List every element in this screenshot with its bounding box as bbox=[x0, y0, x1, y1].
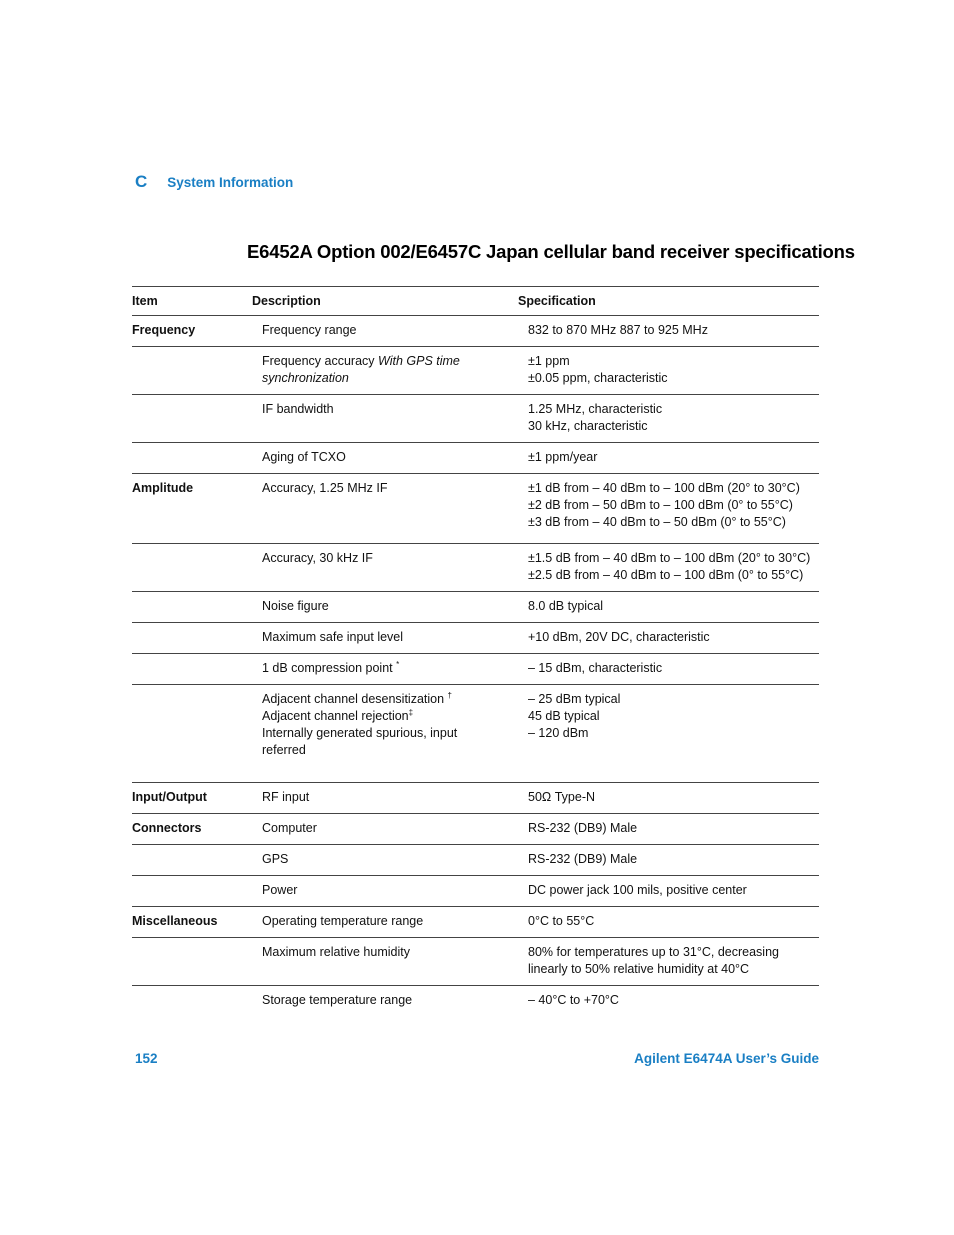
row-description: Frequency accuracy With GPS time synchronization bbox=[262, 354, 460, 385]
page-title: E6452A Option 002/E6457C Japan cellular band receiver specifications bbox=[247, 241, 855, 262]
row-specification: 0°C to 55°C bbox=[528, 914, 595, 928]
row-item bbox=[132, 592, 252, 623]
row-item bbox=[132, 654, 252, 685]
chapter-title: System Information bbox=[167, 175, 294, 190]
row-specification: RS-232 (DB9) Male bbox=[528, 821, 638, 835]
row-item: Connectors bbox=[132, 821, 202, 835]
row-specification: ±1 ppm ±0.05 ppm, characteristic bbox=[528, 354, 668, 385]
row-item bbox=[132, 845, 252, 876]
table-row bbox=[132, 685, 819, 783]
row-specification: 80% for temperatures up to 31°C, decreasing linearly to 50% relative humidity at 40°C bbox=[528, 945, 779, 976]
table-row bbox=[132, 783, 819, 814]
row-description: Operating temperature range bbox=[262, 914, 424, 928]
row-specification: DC power jack 100 mils, positive center bbox=[528, 883, 747, 897]
table-header-row bbox=[132, 287, 819, 316]
row-description: Maximum relative humidity bbox=[262, 945, 410, 959]
row-description: Accuracy, 30 kHz IF bbox=[262, 551, 373, 565]
row-item bbox=[132, 544, 252, 592]
row-specification: ±1 dB from – 40 dBm to – 100 dBm (20° to 30°C) ±2 dB from – 50 dBm to – 100 dBm (0° to 55°C) ±3 dB from – 40 dBm to – 50 dBm (0° to 55°C) bbox=[528, 481, 800, 529]
table-row bbox=[132, 347, 819, 395]
row-specification: 50Ω Type-N bbox=[528, 790, 596, 804]
footnote-marker: * bbox=[396, 660, 400, 669]
row-item bbox=[132, 623, 252, 654]
row-description: Accuracy, 1.25 MHz IF bbox=[262, 481, 388, 495]
row-description: RF input bbox=[262, 790, 310, 804]
row-specification: 1.25 MHz, characteristic 30 kHz, characteristic bbox=[528, 402, 663, 433]
row-description: Power bbox=[262, 883, 298, 897]
row-item bbox=[132, 876, 252, 907]
table-row bbox=[132, 544, 819, 592]
table-row bbox=[132, 876, 819, 907]
spec-table bbox=[132, 286, 819, 1016]
row-description: Aging of TCXO bbox=[262, 450, 346, 464]
row-description: Storage temperature range bbox=[262, 993, 413, 1007]
row-item: Frequency bbox=[132, 323, 196, 337]
table-row bbox=[132, 814, 819, 845]
row-item bbox=[132, 395, 252, 443]
header-item: Item bbox=[132, 294, 158, 308]
row-item bbox=[132, 685, 252, 783]
row-item bbox=[132, 443, 252, 474]
table-row bbox=[132, 316, 819, 347]
table-row bbox=[132, 474, 819, 544]
table-row bbox=[132, 654, 819, 685]
table-row bbox=[132, 907, 819, 938]
row-specification: 832 to 870 MHz 887 to 925 MHz bbox=[528, 323, 708, 337]
header-specification: Specification bbox=[518, 294, 596, 308]
row-item: Miscellaneous bbox=[132, 914, 218, 928]
row-item bbox=[132, 986, 252, 1017]
table-row bbox=[132, 938, 819, 986]
guide-title: Agilent E6474A User’s Guide bbox=[634, 1051, 819, 1066]
row-specification: – 40°C to +70°C bbox=[528, 993, 619, 1007]
row-specification: ±1 ppm/year bbox=[528, 450, 598, 464]
header-description: Description bbox=[252, 294, 321, 308]
row-specification: +10 dBm, 20V DC, characteristic bbox=[528, 630, 710, 644]
description-qualifier: With GPS time synchronization bbox=[262, 354, 460, 385]
row-description: 1 dB compression point * bbox=[262, 660, 400, 675]
row-specification: – 15 dBm, characteristic bbox=[528, 661, 663, 675]
row-description: GPS bbox=[262, 852, 289, 866]
row-description: Maximum safe input level bbox=[262, 630, 404, 644]
row-item bbox=[132, 938, 252, 986]
table-row bbox=[132, 623, 819, 654]
row-description: Noise figure bbox=[262, 599, 329, 613]
row-item bbox=[132, 347, 252, 395]
row-description: IF bandwidth bbox=[262, 402, 334, 416]
row-specification: ±1.5 dB from – 40 dBm to – 100 dBm (20° to 30°C) ±2.5 dB from – 40 dBm to – 100 dBm (0° to 55°C) bbox=[528, 551, 811, 582]
row-description: Computer bbox=[262, 821, 317, 835]
table-row bbox=[132, 395, 819, 443]
table-row bbox=[132, 443, 819, 474]
table-row bbox=[132, 986, 819, 1017]
row-description: Frequency range bbox=[262, 323, 357, 337]
chapter-header bbox=[135, 172, 293, 192]
row-description: Adjacent channel desensitization † Adjacent channel rejection‡ Internally generated spurious, input referred bbox=[262, 691, 458, 757]
row-item: Amplitude bbox=[132, 481, 194, 495]
footnote-marker: ‡ bbox=[408, 708, 414, 717]
footnote-marker: † bbox=[447, 691, 452, 700]
row-specification: RS-232 (DB9) Male bbox=[528, 852, 638, 866]
chapter-letter: C bbox=[135, 172, 148, 191]
table-row bbox=[132, 592, 819, 623]
row-specification: 8.0 dB typical bbox=[528, 599, 604, 613]
page-number: 152 bbox=[135, 1051, 158, 1066]
row-specification: – 25 dBm typical 45 dB typical – 120 dBm bbox=[528, 692, 621, 740]
row-item: Input/Output bbox=[132, 790, 207, 804]
table-row bbox=[132, 845, 819, 876]
